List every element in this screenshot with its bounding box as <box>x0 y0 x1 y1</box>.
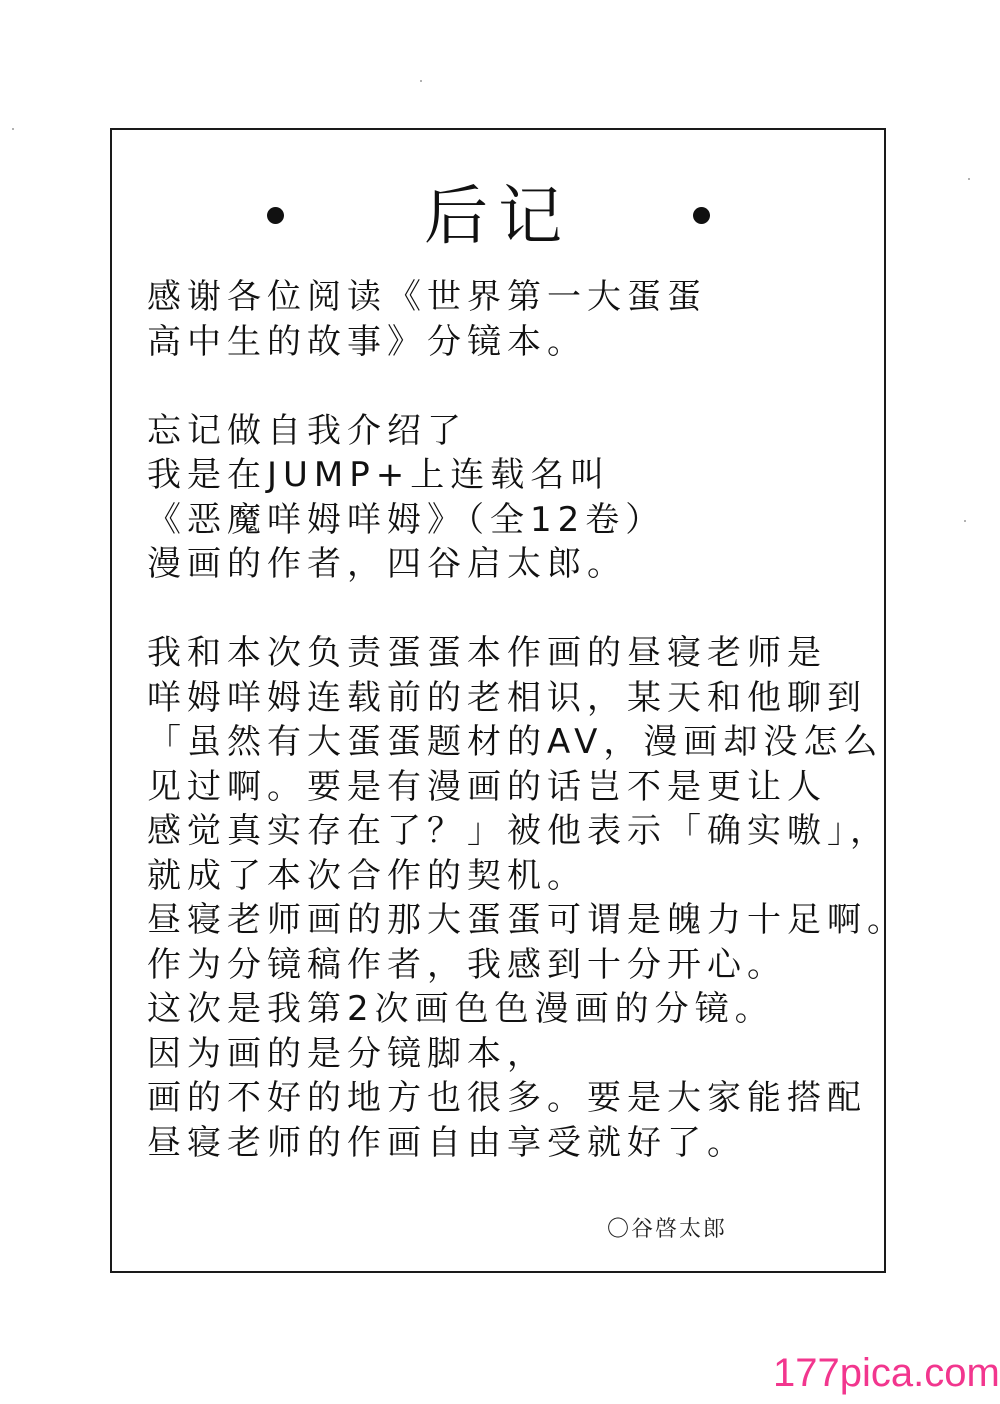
text-line: 《恶魔咩姆咩姆》（全12卷） <box>147 499 666 540</box>
text-line: 就成了本次合作的契机。 <box>147 855 587 896</box>
paper-speck <box>968 178 970 180</box>
text-line: 感谢各位阅读《世界第一大蛋蛋 <box>147 277 707 317</box>
text-line: 咩姆咩姆连载前的老相识，某天和他聊到 <box>147 677 867 718</box>
text-line: 忘记做自我介绍了 <box>147 410 467 451</box>
paragraph-gap <box>147 364 866 409</box>
text-line: 昼寝老师画的那大蛋蛋可谓是魄力十足啊。 <box>147 900 907 940</box>
text-line: 漫画的作者，四谷启太郎。 <box>147 544 627 584</box>
text-line: 因为画的是分镜脚本， <box>147 1033 547 1074</box>
text-line: 感觉真实存在了？」被他表示「确实嗷」， <box>147 811 890 851</box>
title-row <box>112 172 884 262</box>
afterword-frame <box>110 128 907 1273</box>
paper-speck <box>964 520 966 522</box>
site-watermark: 177pica.com <box>773 1351 1000 1395</box>
text-line: 我和本次负责蛋蛋本作画的昼寝老师是 <box>147 633 827 673</box>
text-line: 画的不好的地方也很多。要是大家能搭配 <box>147 1078 867 1118</box>
paper-speck <box>420 80 422 82</box>
bullet-dot-icon <box>693 207 710 224</box>
afterword-body <box>147 275 907 1165</box>
text-line: 见过啊。要是有漫画的话岂不是更让人 <box>147 766 827 807</box>
paragraph-gap <box>147 587 866 632</box>
text-line: 「虽然有大蛋蛋题材的AV，漫画却没怎么 <box>147 722 884 762</box>
text-line: 昼寝老师的作画自由享受就好了。 <box>147 1122 747 1163</box>
text-line: 高中生的故事》分镜本。 <box>147 321 587 362</box>
paper-speck <box>12 128 14 130</box>
text-line: 作为分镜稿作者，我感到十分开心。 <box>147 944 787 985</box>
text-line: 这次是我第2次画色色漫画的分镜。 <box>147 989 775 1029</box>
author-signature: 〇谷啓太郎 <box>607 1217 728 1242</box>
page-title: 后记 <box>424 180 572 254</box>
text-line: 我是在JUMP+上连载名叫 <box>147 455 611 495</box>
